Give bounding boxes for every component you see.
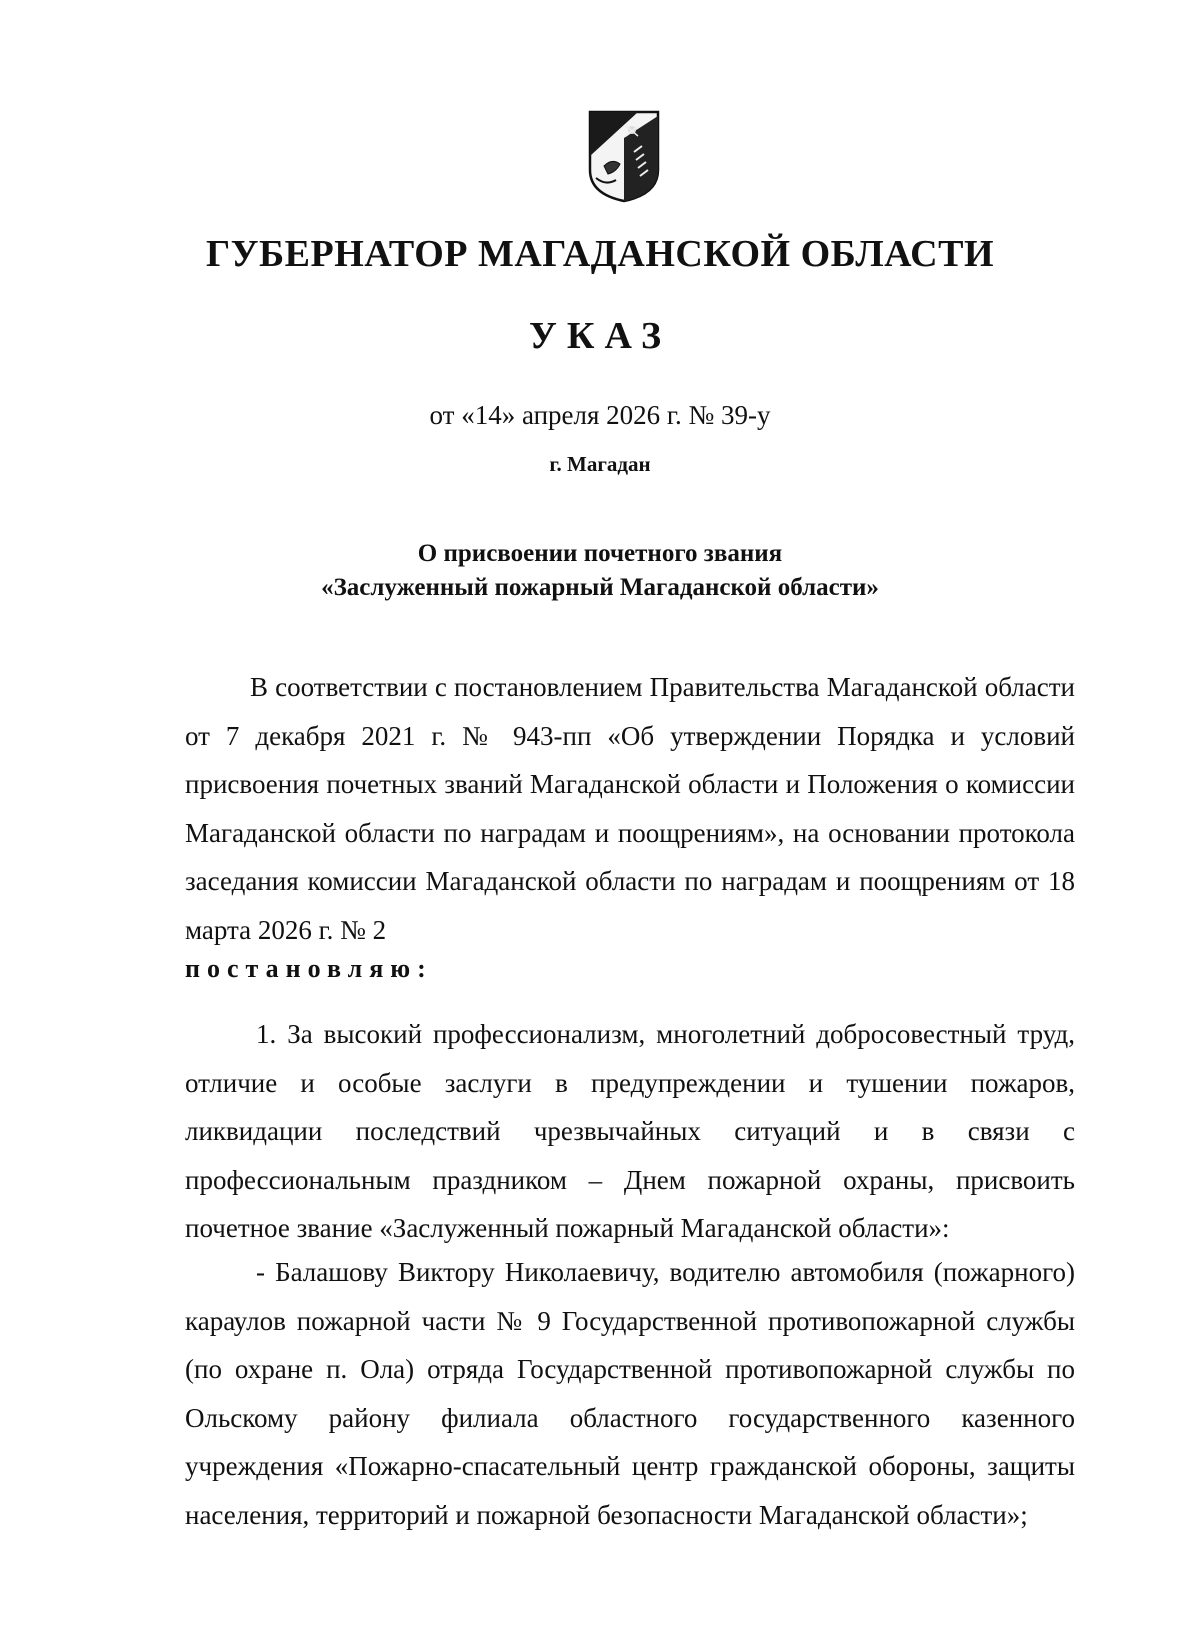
- subject-line-2: «Заслуженный пожарный Магаданской области»: [321, 574, 879, 601]
- subject-line-1: О присвоении почетного звания: [417, 540, 783, 567]
- decree-word: постановляю:: [185, 954, 433, 983]
- coat-of-arms-icon: [586, 108, 662, 204]
- issuing-authority: ГУБЕРНАТОР МАГАДАНСКОЙ ОБЛАСТИ: [205, 233, 995, 275]
- item-1-paragraph: 1. За высокий профессионализм, многолетний добросовестный труд, отличие и особые заслуги в предупреждении и тушении пожаров, ликвидации последствий чрезвычайных ситуаций и в связи с профессиональным праздником – Днем пожарной охраны, присвоить почетное звание «Заслуженный пожарный Магаданской области»:: [185, 1019, 1075, 1243]
- document-place: г. Магадан: [549, 452, 651, 476]
- item-1-person-paragraph: - Балашову Виктору Николаевичу, водителю автомобиля (пожарного) караулов пожарной части № 9 Государственной противопожарной службы (по охране п. Ола) отряда Государственной противопожарной службы по Ольскому району филиала областного государственного казенного учреждения «Пожарно-спасательный центр гражданской обороны, защиты населения, территорий и пожарной безопасности Магаданской области»;: [185, 1257, 1075, 1530]
- document-type: УКАЗ: [529, 315, 671, 357]
- document-date-number: от «14» апреля 2026 г. № 39-у: [429, 400, 771, 430]
- preamble-paragraph: В соответствии с постановлением Правительства Магаданской области от 7 декабря 2021 г. № 943-пп «Об утверждении Порядка и условий присвоения почетных званий Магаданской области и Положения о комиссии Магаданской области по наградам и поощрениям», на основании протокола заседания комиссии Магаданской области по наградам и поощрениям от 18 марта 2026 г. № 2: [185, 672, 1075, 945]
- document-subject: [0, 537, 1200, 605]
